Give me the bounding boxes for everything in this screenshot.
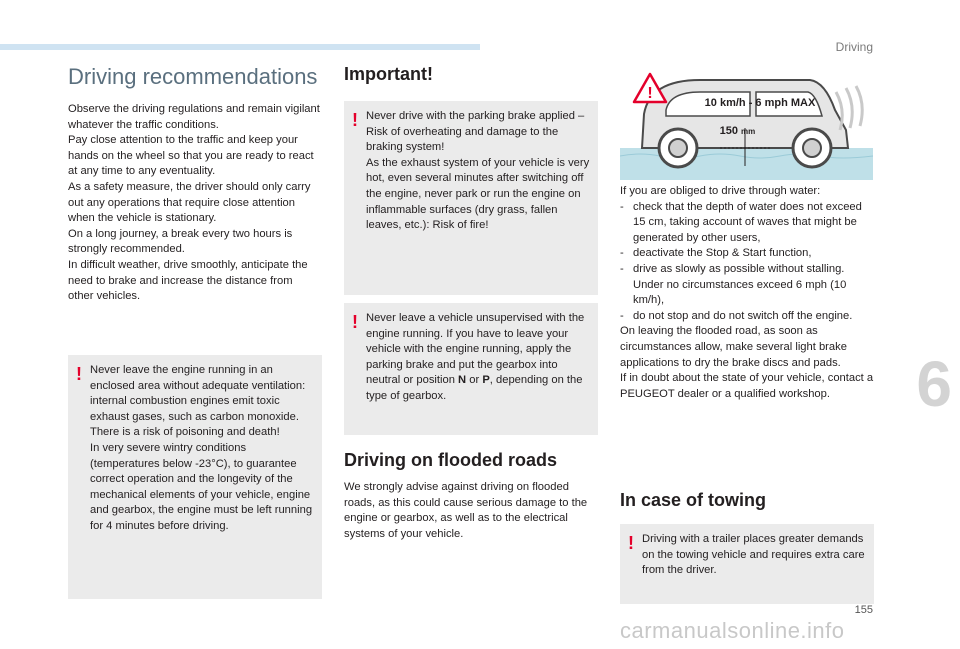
paragraph: In difficult weather, drive smoothly, anticipate the need to brake and increase the distance from other vehicles. — [68, 258, 308, 303]
warning-icon: ! — [352, 110, 358, 130]
paragraph: Pay close attention to the traffic and keep your hands on the wheel so that you are ready to react at any time to any eventuality. — [68, 134, 314, 178]
water — [620, 148, 873, 180]
chapter-tab-number: 6 — [916, 348, 952, 420]
paragraph: On leaving the flooded road, as soon as circumstances allow, make several light brake applications to dry the brake discs and pads. — [620, 325, 847, 369]
warning-icon: ! — [352, 312, 358, 332]
warning-text: As the exhaust system of your vehicle is very hot, even several minutes after switching off the engine, never park or run the engine on inflammable surfaces (dry grass, fallen leaves, etc.): Risk of fire! — [366, 156, 590, 232]
paragraph: Observe the driving regulations and remain vigilant whatever the traffic conditions. — [68, 103, 320, 131]
depth-value: 150 — [719, 125, 738, 137]
header-accent-bar — [0, 44, 480, 50]
car-in-water-svg — [620, 70, 873, 180]
section-label: Driving — [835, 40, 873, 54]
warning-exclaim: ! — [647, 85, 653, 102]
flooded-road-illustration — [620, 70, 873, 180]
flooded-road-instructions — [620, 184, 874, 402]
warning-text: Driving with a trailer places greater demands on the towing vehicle and requires extra care from the driver. — [642, 533, 865, 577]
paragraph: As a safety measure, the driver should only carry out any operations that require close attention when the vehicle is stationary. — [68, 180, 311, 225]
list-item: - do not stop and do not switch off the engine. — [620, 309, 853, 322]
list-item: - check that the depth of water does not exceed 15 cm, taking account of waves that might be generated by other users, — [620, 200, 862, 244]
watermark: carmanualsonline.info — [620, 618, 845, 643]
front-hub — [669, 139, 687, 157]
warning-icon: ! — [76, 364, 82, 384]
rear-hub — [803, 139, 821, 157]
paragraph: On a long journey, a break every two hours is strongly recommended. — [68, 227, 293, 256]
page-number: 155 — [854, 604, 873, 616]
paragraph: If you are obliged to drive through water: — [620, 185, 821, 197]
warning-text: Never drive with the parking brake applied – Risk of overheating and damage to the braking system! — [366, 110, 585, 154]
unsupervised-warning-box — [344, 303, 598, 435]
list-item: - drive as slowly as possible without stalling. Under no circumstances exceed 6 mph (10 km/h), — [620, 262, 847, 307]
warning-text: Never leave a vehicle unsupervised with the engine running. If you have to leave your vehicle with the engine running, apply the parking brake and put the gearbox into neutral or position N or P, depending on the type of gearbox. — [366, 312, 585, 402]
paragraph: We strongly advise against driving on flooded roads, as this could cause serious damage to the engine or gearbox, as well as to the electrical systems of your vehicle. — [344, 481, 588, 540]
warning-icon: ! — [628, 533, 634, 553]
intro-text — [68, 102, 320, 305]
flooded-roads-heading: Driving on flooded roads — [344, 450, 558, 470]
speed-limit-label: 10 km/h - 6 mph MAX — [704, 97, 816, 109]
towing-heading: In case of towing — [620, 490, 767, 510]
important-heading: Important! — [344, 64, 433, 84]
list-item: - deactivate the Stop & Start function, — [620, 247, 812, 260]
paragraph: If in doubt about the state of your vehicle, contact a PEUGEOT dealer or a qualified workshop. — [620, 372, 874, 400]
engine-warning-box — [68, 355, 322, 599]
parking-brake-warning-box — [344, 101, 598, 295]
warning-text: In very severe wintry conditions (temperatures below -23°C), to guarantee correct operation and the longevity of the mechanical elements of your vehicle, engine and gearbox, the engine must be left running for 4 minutes before driving. — [90, 441, 313, 532]
depth-unit: mm — [741, 127, 756, 136]
towing-warning-box — [620, 524, 874, 604]
warning-text: Never leave the engine running in an enclosed area without adequate ventilation: internal combustion engines emit toxic exhaust gases, such as carbon monoxide. There is a risk of poisoning and death! — [90, 364, 306, 439]
page-title: Driving recommendations — [68, 64, 318, 89]
flooded-roads-text — [344, 480, 594, 542]
